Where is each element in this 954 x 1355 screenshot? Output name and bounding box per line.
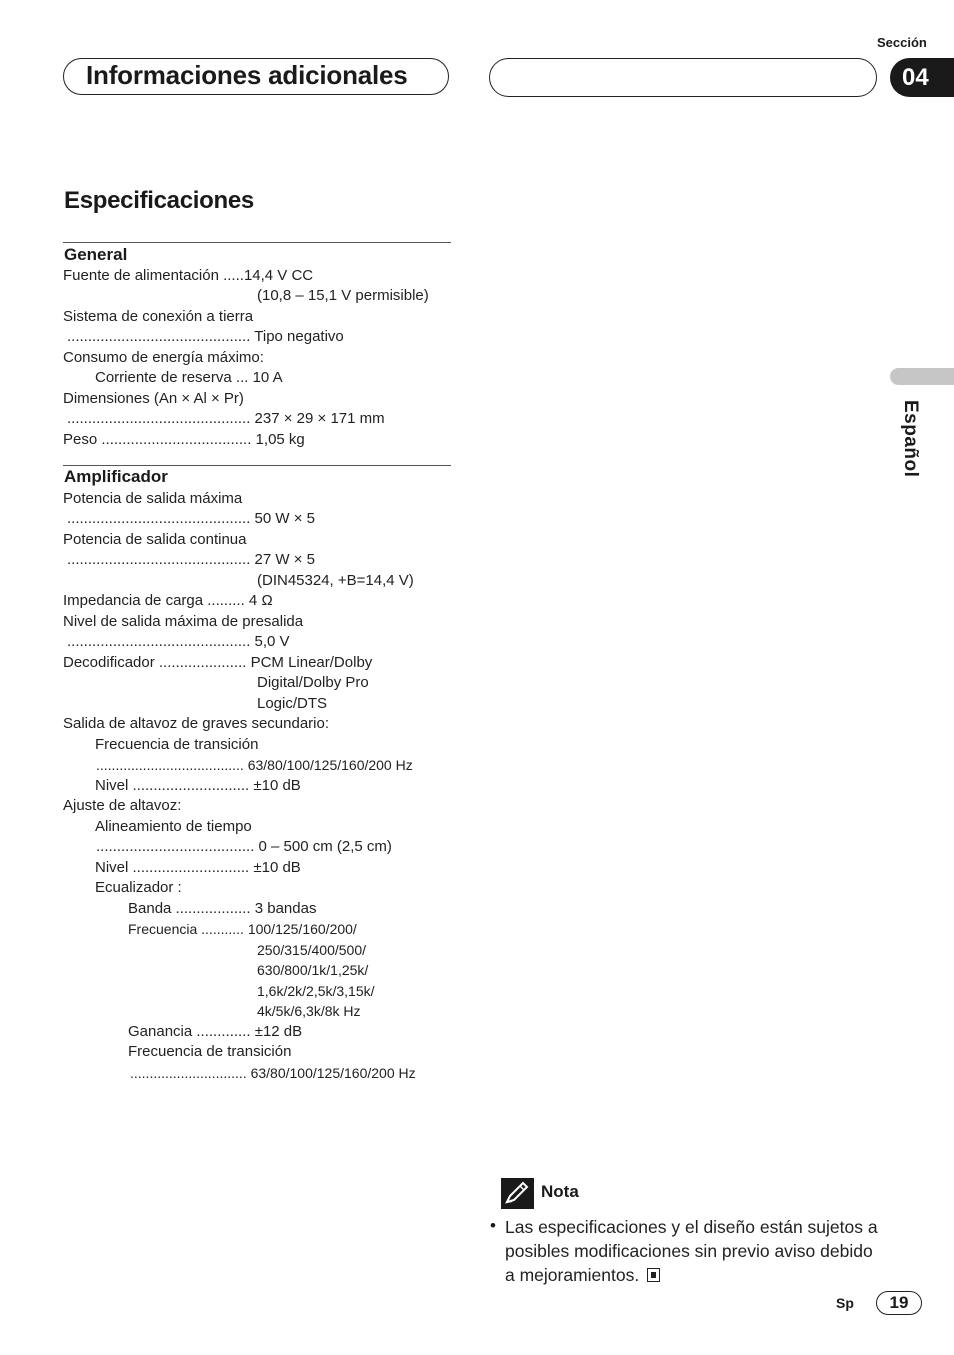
spec-line: Frecuencia de transición [128, 1043, 292, 1060]
amplifier-group-title: Amplificador [64, 467, 168, 486]
spec-line: ............................................ 5,0 V [67, 633, 290, 650]
spec-line: ...................................... 63/80/100/125/160/200 Hz [96, 757, 413, 773]
spec-line: ............................................ Tipo negativo [67, 328, 344, 345]
spec-line: Frecuencia de transición [95, 736, 259, 753]
spec-line: Salida de altavoz de graves secundario: [63, 715, 330, 732]
spec-line: 630/800/1k/1,25k/ [257, 962, 369, 978]
spec-line: Decodificador ..................... PCM Linear/Dolby [63, 654, 373, 671]
spec-line: Sistema de conexión a tierra [63, 308, 254, 325]
note-pencil-icon [501, 1178, 534, 1209]
spec-line: Ecualizador : [95, 879, 182, 896]
language-tab [890, 368, 954, 385]
spec-line: ............................................ 27 W × 5 [67, 551, 315, 568]
note-heading: Nota [541, 1182, 579, 1201]
spec-line: ............................................ 237 × 29 × 171 mm [67, 410, 385, 427]
page-title: Especificaciones [64, 187, 254, 214]
spec-line: Nivel de salida máxima de presalida [63, 613, 304, 630]
spec-line: ...................................... 0 – 500 cm (2,5 cm) [96, 838, 392, 855]
general-divider [63, 242, 451, 243]
spec-line: Ajuste de altavoz: [63, 797, 182, 814]
spec-line: Banda .................. 3 bandas [128, 900, 317, 917]
spec-line: .............................. 63/80/100/125/160/200 Hz [130, 1065, 416, 1081]
spec-line: Logic/DTS [257, 695, 328, 712]
spec-line: Consumo de energía máximo: [63, 349, 264, 366]
language-label: Español [900, 400, 921, 478]
page-number: 19 [876, 1291, 922, 1315]
chapter-title: Informaciones adicionales [86, 60, 408, 90]
amplifier-divider [63, 465, 451, 466]
spec-line: Fuente de alimentación .....14,4 V CC [63, 267, 314, 284]
language-code: Sp [836, 1295, 854, 1311]
bullet-icon: • [490, 1216, 496, 1235]
general-group-title: General [64, 245, 128, 264]
spec-line: Potencia de salida máxima [63, 490, 243, 507]
header-blank-banner [489, 58, 877, 97]
spec-line: Nivel ............................ ±10 dB [95, 777, 301, 794]
note-body [505, 1215, 885, 1287]
section-number: 04 [902, 63, 929, 91]
end-mark-icon [647, 1268, 660, 1282]
spec-line: Ganancia ............. ±12 dB [128, 1023, 303, 1040]
spec-line: 250/315/400/500/ [257, 942, 366, 958]
spec-line: Digital/Dolby Pro [257, 674, 369, 691]
section-number-tab [890, 58, 954, 97]
spec-line: Impedancia de carga ......... 4 Ω [63, 592, 273, 609]
spec-line: (10,8 – 15,1 V permisible) [257, 287, 429, 304]
spec-line: Peso .................................... 1,05 kg [63, 431, 305, 448]
spec-line: Nivel ............................ ±10 dB [95, 859, 301, 876]
spec-line: Frecuencia ........... 100/125/160/200/ [128, 921, 357, 937]
spec-line: 1,6k/2k/2,5k/3,15k/ [257, 983, 375, 999]
spec-line: Dimensiones (An × Al × Pr) [63, 390, 244, 407]
spec-line: 4k/5k/6,3k/8k Hz [257, 1003, 361, 1019]
note-text: Las especificaciones y el diseño están sujetos a posibles modificaciones sin previo aviso debido a mejoramientos. [505, 1217, 878, 1285]
spec-line: Alineamiento de tiempo [95, 818, 252, 835]
section-label: Sección [877, 35, 927, 50]
spec-line: Corriente de reserva ... 10 A [95, 369, 283, 386]
spec-line: (DIN45324, +B=14,4 V) [257, 572, 414, 589]
spec-line: ............................................ 50 W × 5 [67, 510, 315, 527]
title-banner [63, 58, 449, 95]
spec-line: Potencia de salida continua [63, 531, 247, 548]
